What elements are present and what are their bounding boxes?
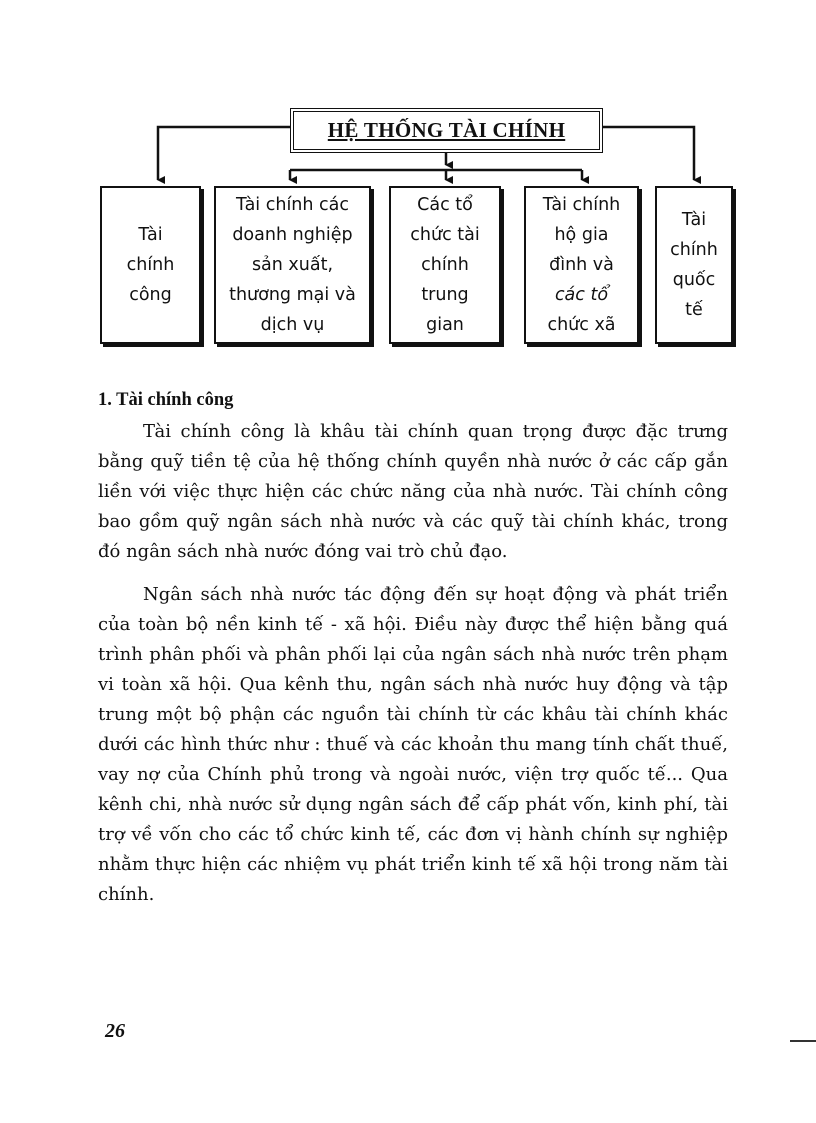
box-financial-intermediaries (389, 186, 501, 344)
paragraph: Ngân sách nhà nước tác động đến sự hoạt động và phát triển của toàn bộ nền kinh tế - xã hội. Điều này được thể hiện bằng quá trình phân phối và phân phối lại của ngân sách nhà nước trên phạm vi toàn xã hội. Qua kênh thu, ngân sách nhà nước huy động và tập trung một bộ phận các nguồn tài chính từ các khâu tài chính khác dưới các hình thức như : thuế và các khoản thu mang tính chất thuế, vay nợ của Chính phủ trong và ngoài nước, viện trợ quốc tế... Qua kênh chi, nhà nước sử dụng ngân sách để cấp phát vốn, kinh phí, tài trợ về vốn cho các tổ chức kinh tế, các đơn vị hành chính sự nghiệp nhằm thực hiện các nhiệm vụ phát triển kinh tế xã hội trong năm tài chính. (98, 584, 728, 905)
box-line: Tài chính (542, 195, 621, 215)
box-line: chức tài (410, 225, 480, 245)
box-line: công (129, 285, 172, 305)
paragraph: Tài chính công là khâu tài chính quan trọng được đặc trưng bằng quỹ tiền tệ của hệ thống chính quyền nhà nước ở các cấp gắn liền với việc thực hiện các chức năng của nhà nước. Tài chính công bao gồm quỹ ngân sách nhà nước và các quỹ tài chính khác, trong đó ngân sách nhà nước đóng vai trò chủ đạo. (98, 421, 728, 562)
connector-left (158, 127, 292, 180)
box-line: hộ gia (554, 225, 609, 245)
box-public-finance (100, 186, 201, 344)
section-heading: 1. Tài chính công (98, 390, 234, 410)
box-line: chính (421, 255, 469, 275)
box-line: chính (670, 240, 718, 260)
box-line: Các tổ (417, 195, 473, 215)
public-finance-section (98, 385, 728, 910)
box-line: Tài chính các (235, 195, 350, 215)
box-enterprise-finance (214, 186, 371, 344)
page-number: 26 (105, 1020, 125, 1042)
box-line: thương mại và (229, 285, 356, 305)
box-line: quốc (672, 270, 716, 290)
diagram-title: HỆ THỐNG TÀI CHÍNH (290, 108, 603, 153)
box-line: tế (685, 300, 703, 320)
box-line: đình và (549, 255, 614, 275)
scan-edge-mark (790, 1040, 816, 1042)
box-line: Tài (681, 210, 707, 230)
box-household-finance (524, 186, 639, 344)
connector-right (601, 127, 694, 180)
box-line: Tài (138, 225, 163, 245)
box-line: các tổ (554, 285, 609, 305)
box-line: chức xã (547, 315, 616, 335)
financial-system-diagram (0, 0, 816, 360)
box-line: sản xuất, (251, 255, 334, 275)
box-line: chính (126, 255, 175, 275)
box-international-finance (655, 186, 733, 344)
box-line: trung (421, 285, 469, 305)
box-line: gian (426, 315, 464, 335)
box-line: doanh nghiệp (232, 225, 353, 245)
box-line: dịch vụ (260, 315, 325, 335)
